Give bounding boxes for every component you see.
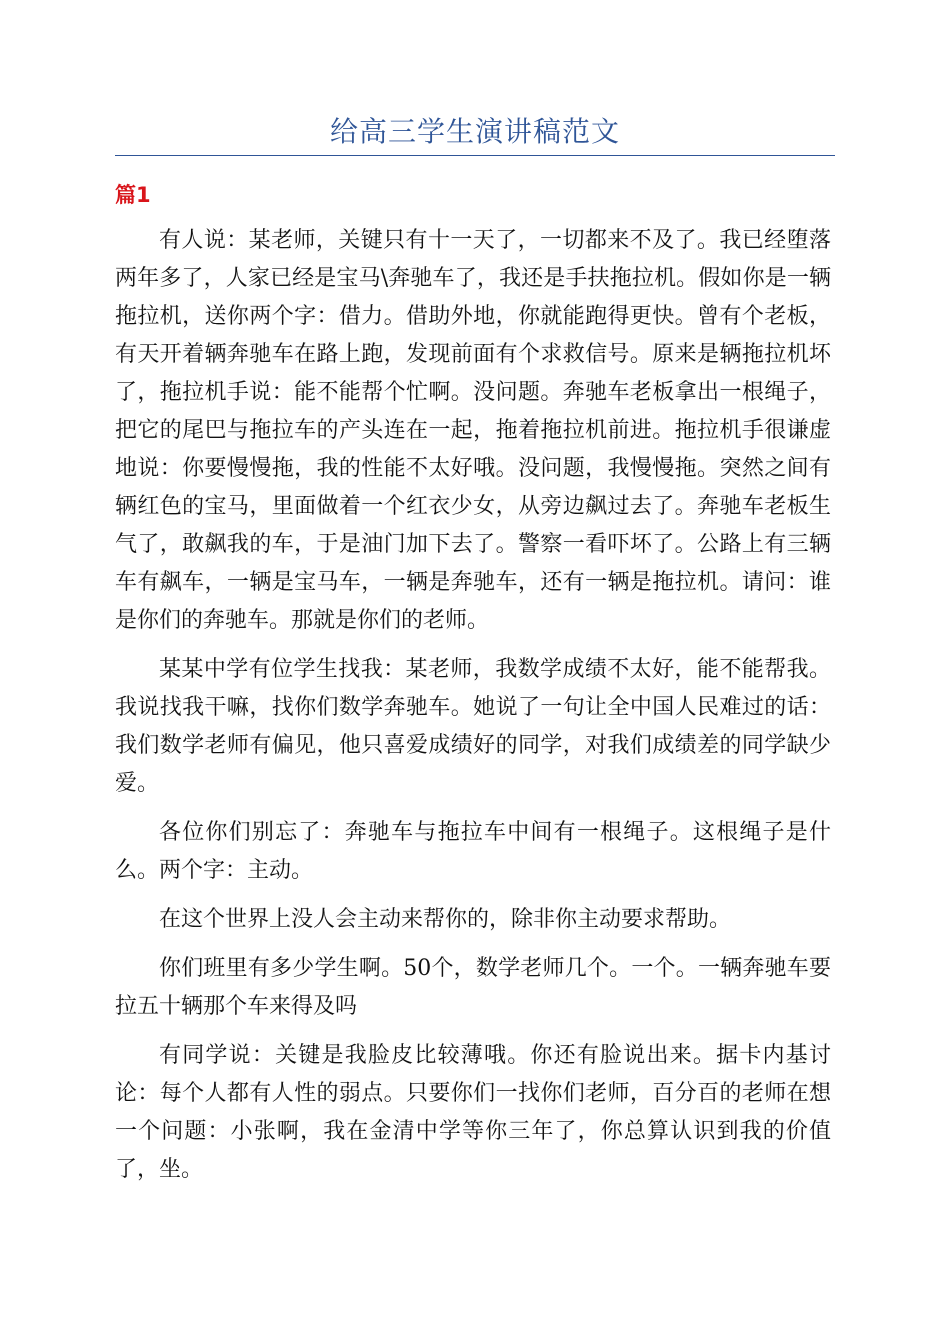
title-underline bbox=[115, 155, 835, 156]
paragraph-1: 有人说：某老师，关键只有十一天了，一切都来不及了。我已经堕落两年多了，人家已经是宝马\奔驰车了，我还是手扶拖拉机。假如你是一辆拖拉机，送你两个字：借力。借助外地，你就能跑得更快。曾有个老板，有天开着辆奔驰车在路上跑，发现前面有个求救信号。原来是辆拖拉机坏了，拖拉机手说：能不能帮个忙啊。没问题。奔驰车老板拿出一根绳子，把它的尾巴与拖拉车的产头连在一起，拖着拖拉机前进。拖拉机手很谦虚地说：你要慢慢拖，我的性能不太好哦。没问题，我慢慢拖。突然之间有辆红色的宝马，里面做着一个红衣少女，从旁边飙过去了。奔驰车老板生气了，敢飙我的车，于是油门加下去了。警察一看吓坏了。公路上有三辆车有飙车，一辆是宝马车，一辆是奔驰车，还有一辆是拖拉机。请问：谁是你们的奔驰车。那就是你们的老师。 bbox=[115, 228, 831, 633]
paragraph-6: 有同学说：关键是我脸皮比较薄哦。你还有脸说出来。据卡内基讨论：每个人都有人性的弱点。只要你们一找你们老师，百分百的老师在想一个问题：小张啊，我在金清中学等你三年了，你总算认识到我的价值了，坐。 bbox=[115, 1043, 831, 1182]
document-body bbox=[115, 222, 831, 1200]
section-heading: 篇1 bbox=[115, 183, 151, 207]
paragraph-2: 某某中学有位学生找我：某老师，我数学成绩不太好，能不能帮我。我说找我干嘛，找你们数学奔驰车。她说了一句让全中国人民难过的话：我们数学老师有偏见，他只喜爱成绩好的同学，对我们成绩差的同学缺少爱。 bbox=[115, 657, 831, 796]
document-title: 给高三学生演讲稿范文 bbox=[329, 115, 620, 148]
paragraph-4: 在这个世界上没人会主动来帮你的，除非你主动要求帮助。 bbox=[159, 907, 732, 932]
paragraph-3: 各位你们别忘了：奔驰车与拖拉车中间有一根绳子。这根绳子是什么。两个字：主动。 bbox=[115, 820, 831, 883]
paragraph-5: 你们班里有多少学生啊。50个，数学老师几个。一个。一辆奔驰车要拉五十辆那个车来得及吗 bbox=[115, 956, 831, 1019]
